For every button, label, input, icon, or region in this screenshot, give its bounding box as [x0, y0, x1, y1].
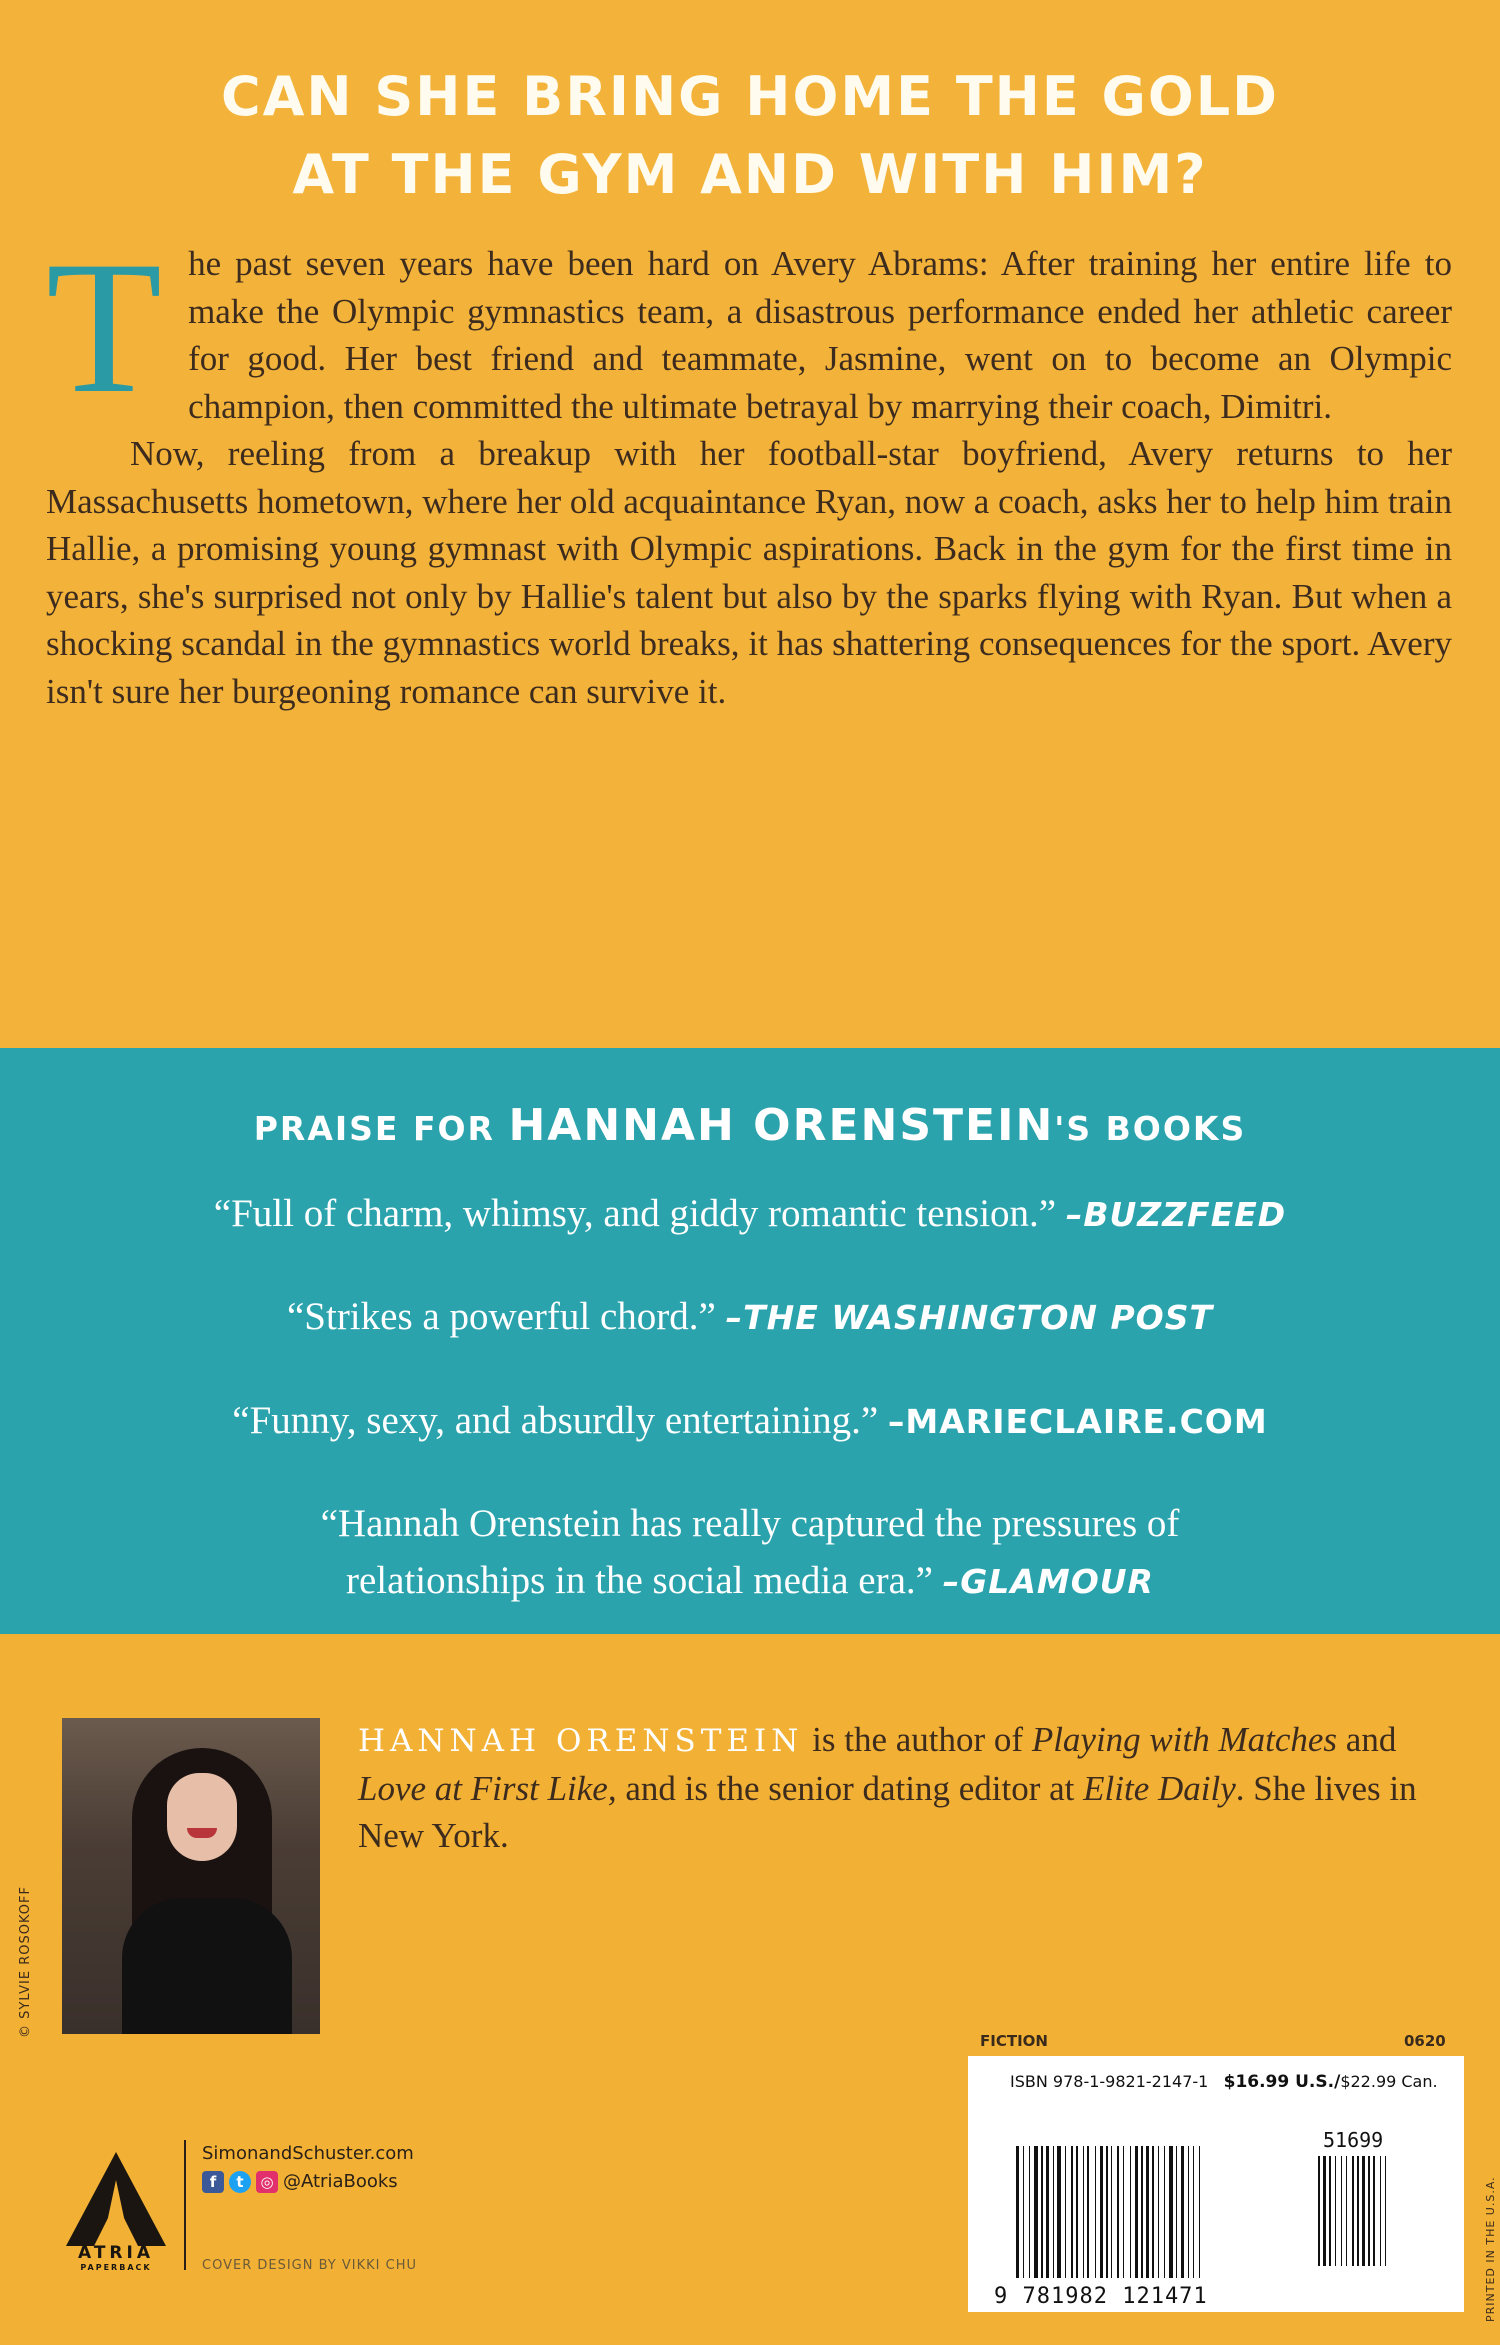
quote-source: –THE WASHINGTON POST — [725, 1298, 1213, 1337]
barcode-bar — [1053, 2146, 1054, 2278]
social-links — [202, 2171, 398, 2193]
author-name: HANNAH ORENSTEIN — [358, 1723, 804, 1759]
barcode-bar — [1169, 2146, 1173, 2278]
praise-heading-prefix: PRAISE FOR — [253, 1109, 509, 1148]
headline-line-2: AT THE GYM AND WITH HIM? — [292, 143, 1208, 206]
barcode-bar — [1188, 2146, 1189, 2278]
description-paragraph-1 — [46, 223, 1452, 433]
barcode-bar — [1100, 2146, 1103, 2278]
barcode-bar — [1130, 2146, 1131, 2278]
twitter-icon: t — [229, 2171, 251, 2193]
praise-heading-suffix: 'S BOOKS — [1054, 1109, 1247, 1148]
isbn-line — [1010, 2072, 1438, 2092]
quote-marieclaire — [0, 1392, 1500, 1450]
barcode-bar — [1046, 2146, 1049, 2278]
barcode-bar — [1152, 2146, 1154, 2278]
logo-name: ATRIA — [77, 2243, 154, 2263]
book-description — [46, 223, 1452, 715]
drop-cap: T — [46, 223, 163, 433]
bio-text: . She lives in New York. — [358, 1769, 1417, 1855]
employer-name: Elite Daily — [1083, 1769, 1236, 1808]
praise-heading — [0, 1100, 1500, 1151]
barcode-bar — [1057, 2146, 1061, 2278]
quote-source: –MARIECLAIRE.COM — [887, 1402, 1268, 1441]
barcode-bar — [1106, 2146, 1108, 2278]
paragraph-1-text: he past seven years have been hard on Avery Abrams: After training her entire life to make the Olympic gymnastics team, a disastrous performance ended her athletic career for good. Her best friend and teammate, Jasmine, went on to become an Olympic champion, then committed the ultimate betrayal by marrying their coach, Dimitri. — [188, 244, 1452, 426]
quote-source: –BUZZFEED — [1065, 1195, 1287, 1234]
quote-text: “Full of charm, whimsy, and giddy romantic tension.” — [213, 1192, 1066, 1235]
barcode-bar — [1146, 2146, 1149, 2278]
barcode-bar — [1176, 2146, 1177, 2278]
barcode-bar — [1318, 2156, 1320, 2266]
printed-in-label: PRINTED IN THE U.S.A. — [1484, 2176, 1497, 2322]
barcode-bar — [1323, 2156, 1326, 2266]
publisher-logo-text — [62, 2243, 170, 2272]
barcode-bar — [1373, 2156, 1375, 2266]
barcode-digits: 9 781982 121471 — [994, 2284, 1208, 2309]
barcode-bar — [1341, 2156, 1342, 2266]
barcode-bar — [1357, 2156, 1359, 2266]
barcode-bar — [1199, 2146, 1200, 2278]
price-us: $16.99 U.S./ — [1223, 2072, 1341, 2092]
publisher-website: SimonandSchuster.com — [202, 2143, 414, 2164]
book-title: Playing with Matches — [1031, 1720, 1338, 1759]
barcode-bar — [1164, 2146, 1165, 2278]
cover-design-credit: COVER DESIGN BY VIKKI CHU — [202, 2258, 417, 2273]
barcode-bar — [1352, 2156, 1354, 2266]
barcode-bar — [1158, 2146, 1159, 2278]
description-paragraph-2: Now, reeling from a breakup with her football-star boyfriend, Avery returns to her Massachusetts hometown, where her old acquaintance Ryan, now a coach, asks her to help him train Hallie, a promising young gymnast with Olympic aspirations. Back in the gym for the first time in years, she's surprised not only by Hallie's talent but also by the sparks flying with Ryan. But when a shocking scandal in the gymnastics world breaks, it has shattering consequences for the sport. Avery isn't sure her burgeoning romance can survive it. — [46, 434, 1452, 711]
barcode-bar — [1111, 2146, 1112, 2278]
isbn-number: ISBN 978-1-9821-2147-1 — [1010, 2072, 1209, 2091]
bio-text: and — [1337, 1720, 1397, 1759]
barcode-bar — [1141, 2146, 1143, 2278]
barcode-bar — [1135, 2146, 1138, 2278]
barcode-bar — [1123, 2146, 1124, 2278]
bio-text: and is the senior dating editor at — [616, 1769, 1084, 1808]
facebook-icon: f — [202, 2171, 224, 2193]
logo-subtitle: PAPERBACK — [80, 2263, 152, 2272]
barcode-bar — [1346, 2156, 1347, 2266]
barcode-bar — [1193, 2146, 1194, 2278]
barcode-bar — [1117, 2146, 1119, 2278]
photo-credit: © SYLVIE ROSOKOFF — [18, 1886, 33, 2038]
barcode-bar — [1083, 2146, 1084, 2278]
barcode-bar — [1181, 2146, 1184, 2278]
category-label: FICTION — [980, 2032, 1048, 2050]
bio-text: is the author of — [803, 1720, 1032, 1759]
barcode-bar — [1041, 2146, 1043, 2278]
author-bio — [358, 1716, 1458, 1859]
author-photo — [62, 1718, 320, 2034]
date-code: 0620 — [1404, 2032, 1446, 2050]
barcode-bar — [1029, 2146, 1030, 2278]
photo-face — [167, 1773, 237, 1861]
quote-glamour — [0, 1495, 1500, 1610]
quote-text-line-2 — [0, 1552, 1500, 1610]
quote-buzzfeed — [0, 1185, 1500, 1243]
price-code: 51699 — [1323, 2128, 1384, 2152]
barcode-bar — [1016, 2146, 1019, 2278]
barcode-bar — [1368, 2156, 1370, 2266]
photo-coat — [122, 1898, 292, 2034]
quote-source: –GLAMOUR — [942, 1562, 1154, 1601]
barcode-bar — [1087, 2146, 1089, 2278]
instagram-icon: ◎ — [256, 2171, 278, 2193]
barcode-bar — [1335, 2156, 1336, 2266]
quote-text: “Funny, sexy, and absurdly entertaining.” — [232, 1399, 888, 1442]
barcode-bar — [1076, 2146, 1078, 2278]
barcode-bar — [1023, 2146, 1024, 2278]
praise-heading-author: HANNAH ORENSTEIN — [508, 1100, 1055, 1151]
barcode-bar — [1362, 2156, 1365, 2266]
barcode-box — [968, 2056, 1464, 2312]
barcode-bar — [1065, 2146, 1066, 2278]
quote-text: relationships in the social media era.” — [346, 1559, 943, 1602]
social-handle: @AtriaBooks — [283, 2171, 398, 2192]
barcode-bar — [1380, 2156, 1381, 2266]
divider — [184, 2140, 186, 2270]
price-can: $22.99 Can. — [1340, 2072, 1438, 2091]
barcode-bar — [1071, 2146, 1073, 2278]
headline-line-1: CAN SHE BRING HOME THE GOLD — [220, 65, 1280, 128]
quote-washington-post — [0, 1288, 1500, 1346]
book-title: Love at First Like, — [358, 1769, 617, 1808]
quote-text-line-1: “Hannah Orenstein has really captured the pressures of — [320, 1502, 1180, 1545]
quote-text: “Strikes a powerful chord.” — [286, 1295, 726, 1338]
headline — [0, 58, 1500, 214]
barcode-bar — [1385, 2156, 1386, 2266]
barcode-bar — [1034, 2146, 1038, 2278]
barcode-bar — [1329, 2156, 1331, 2266]
barcode-bar — [1095, 2146, 1096, 2278]
